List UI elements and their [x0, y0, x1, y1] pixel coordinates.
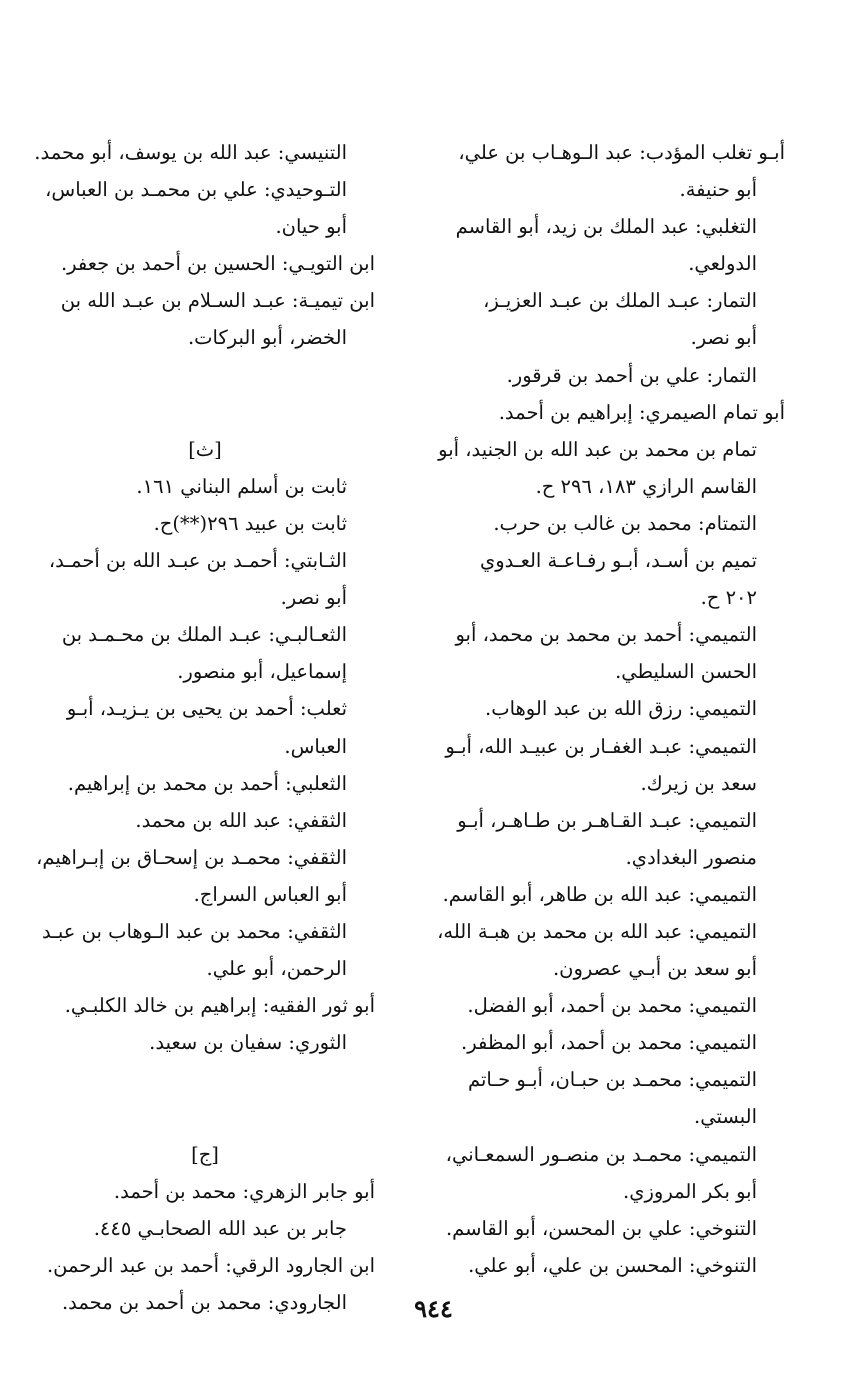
index-entry-line: ابن الجارود الرقي: أحمد بن عبد الرحمن. [46, 1253, 375, 1277]
index-entry-line: جابر بن عبد الله الصحابـي ٤٤٥. [93, 1216, 347, 1240]
index-entry-line: الحسن السليطي. [615, 660, 757, 684]
index-entry-line: الثعـالبـي: عبـد الملك بن محـمـد بن [61, 623, 347, 647]
index-entry-line: الجارودي: محمد بن أحمد بن محمد. [61, 1290, 347, 1314]
index-entry-line: ثابت بن عبيد ٢٩٦(**)ح. [153, 511, 347, 535]
section-heading: [ج] [191, 1142, 219, 1166]
index-entry-line: أبو نصر. [690, 326, 757, 350]
index-entry-line: التميمي: محمـد بن حبـان، أبـو حـاتم [468, 1068, 757, 1092]
index-entry-line: التميمي: أحمد بن محمد بن محمد، أبو [455, 623, 757, 647]
index-entry-line: التميمي: عبـد القـاهـر بن طـاهـر، أبـو [457, 808, 757, 832]
index-entry-line: البستي. [694, 1105, 757, 1129]
index-entry-line: ثعلب: أحمد بن يحيى بن يـزيـد، أبـو [66, 697, 347, 721]
index-entry-line: التميمي: عبد الله بن طاهر، أبو القاسم. [442, 882, 757, 906]
index-entry-line: أبو العباس السراج. [193, 882, 347, 906]
index-entry-line: ابن تيميـة: عبـد السـلام بن عبـد الله بن [60, 289, 375, 313]
blank-line [35, 394, 375, 431]
index-entry-line: الدولعي. [688, 252, 757, 276]
index-entry-line: ثابت بن أسلم البناني ١٦١. [136, 474, 347, 498]
index-entry-line: التميمي: محمد بن أحمد، أبو الفضل. [467, 994, 757, 1018]
index-entry-line: سعد بن زيرك. [640, 771, 757, 795]
index-entry-line: أبـو تغلب المؤدب: عبد الـوهـاب بن علي، [458, 141, 785, 164]
index-entry-line: التمار: عبـد الملك بن عبـد العزيـز، [483, 289, 757, 313]
index-entry-line: أبو نصر. [280, 586, 347, 610]
section-heading: [ث] [188, 437, 222, 461]
index-entry-line: الثـابتي: أحمـد بن عبـد الله بن أحمـد، [48, 549, 347, 573]
index-entry-line: الثوري: سفيان بن سعيد. [149, 1031, 347, 1055]
index-entry-line: التميمي: محمـد بن منصـور السمعـاني، [445, 1142, 757, 1166]
blank-line [35, 1061, 375, 1098]
index-entry-line: التـوحيدي: علي بن محمـد بن العباس، [45, 178, 347, 202]
index-entry-line: العباس. [284, 734, 347, 758]
index-entry-line: أبو تمام الصيمري: إبراهيم بن أحمد. [498, 400, 785, 424]
index-entry-line: أبو حيان. [275, 215, 347, 239]
index-entry-line: أبو ثور الفقيه: إبراهيم بن خالد الكلبـي. [64, 994, 375, 1018]
index-entry-line: التنيسي: عبد الله بن يوسف، أبو محمد. [34, 141, 347, 164]
page-number: ٩٤٤ [414, 1294, 453, 1323]
index-entry-line: التمار: علي بن أحمد بن قرقور. [506, 363, 757, 387]
index-entry-line: التنوخي: المحسن بن علي، أبو علي. [468, 1253, 757, 1277]
index-entry-line: الثعلبي: أحمد بن محمد بن إبراهيم. [67, 771, 347, 795]
index-column-left [35, 134, 375, 1321]
index-entry-line: التمتام: محمد بن غالب بن حرب. [493, 511, 757, 535]
index-entry-line: أبو حنيفة. [679, 178, 757, 202]
index-entry-line: أبو جابر الزهري: محمد بن أحمد. [113, 1179, 375, 1203]
index-entry-line: منصور البغدادي. [625, 845, 757, 869]
index-entry-line: ابن التويـي: الحسين بن أحمد بن جعفر. [60, 252, 375, 276]
index-entry-line: التنوخي: علي بن المحسن، أبو القاسم. [445, 1216, 757, 1240]
index-entry-line: التميمي: عبـد الغفـار بن عبيـد الله، أبـو [445, 734, 757, 758]
index-entry-line: أبو بكر المروزي. [623, 1179, 757, 1203]
index-column-right [425, 134, 785, 1284]
index-entry-line: ٢٠٢ ح. [700, 586, 757, 610]
index-entry-line: التغلبي: عبد الملك بن زيد، أبو القاسم [455, 215, 757, 239]
blank-line [35, 1098, 375, 1135]
index-entry-line: أبو سعد بن أبـي عصرون. [552, 957, 757, 981]
index-entry-line: التميمي: عبد الله بن محمد بن هبـة الله، [437, 919, 757, 943]
index-entry-line: القاسم الرازي ١٨٣، ٢٩٦ ح. [535, 474, 757, 498]
index-entry-line: إسماعيل، أبو منصور. [177, 660, 347, 684]
index-entry-line: تمام بن محمد بن عبد الله بن الجنيد، أبو [438, 437, 757, 461]
index-entry-line: الرحمن، أبو علي. [206, 957, 347, 981]
index-entry-line: الخضر، أبو البركات. [187, 326, 347, 350]
index-entry-line: التميمي: محمد بن أحمد، أبو المظفر. [461, 1031, 757, 1055]
blank-line [35, 357, 375, 394]
index-entry-line: تميم بن أسـد، أبـو رفـاعـة العـدوي [479, 549, 757, 573]
index-entry-line: الثقفي: محمد بن عبد الـوهاب بن عبـد [41, 919, 347, 943]
index-entry-line: الثقفي: عبد الله بن محمد. [135, 808, 347, 832]
index-entry-line: الثقفي: محمـد بن إسحـاق بن إبـراهيم، [36, 845, 347, 869]
index-entry-line: التميمي: رزق الله بن عبد الوهاب. [485, 697, 757, 721]
